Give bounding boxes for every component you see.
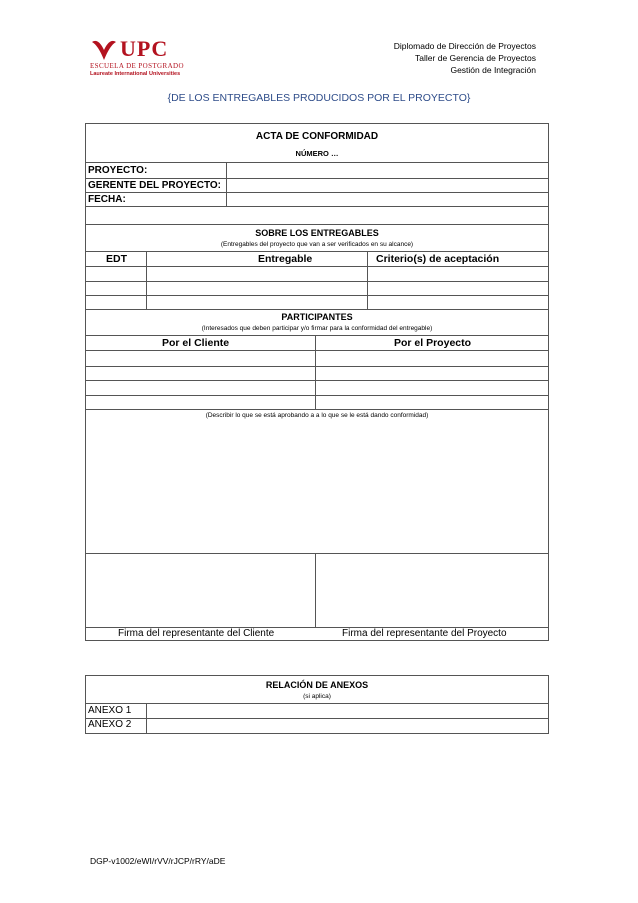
header-line-3: Gestión de Integración [450,65,536,75]
acta-title: ACTA DE CONFORMIDAD [255,131,379,142]
col-edt: EDT [106,253,127,265]
anexo-2: ANEXO 2 [88,719,132,730]
firma-proyecto-label: Firma del representante del Proyecto [342,628,507,639]
anexos-title: RELACIÓN DE ANEXOS [265,680,369,690]
document-header [394,40,536,76]
logo-school: ESCUELA DE POSTGRADO [90,62,184,70]
anexo-2-field[interactable] [147,719,548,733]
firma-cliente-label: Firma del representante del Cliente [118,628,275,639]
acta-form [85,123,549,641]
col-por-proyecto: Por el Proyecto [394,337,472,349]
firma-proyecto-area[interactable] [316,554,548,626]
gerente-field[interactable] [227,179,548,192]
fecha-field[interactable] [227,193,548,206]
footer-code: DGP-v1002/eWI/rVV/rJCP/rRY/aDE [90,856,226,866]
upc-emblem-icon [90,38,118,62]
proyecto-label: PROYECTO: [88,165,148,176]
header-line-1: Diplomado de Dirección de Proyectos [393,41,536,51]
anexo-1-field[interactable] [147,704,548,718]
anexo-1: ANEXO 1 [88,705,132,716]
col-entregable: Entregable [258,253,313,265]
logo-network: Laureate International Universities [90,71,181,77]
proyecto-field[interactable] [227,163,548,178]
participantes-title: PARTICIPANTES [281,312,353,322]
col-criterio: Criterio(s) de aceptación [376,253,500,265]
anexos-note: (si aplica) [303,693,331,700]
acta-numero: NÚMERO … [295,149,339,158]
descripcion-area[interactable] [86,424,548,552]
anexos-table [85,675,549,734]
descripcion-note: (Describir lo que se está aprobando a a lo que se le está dando conformidad) [205,412,429,419]
participantes-note: (Interesados que deben participar y/o firmar para la conformidad del entregable) [201,325,433,332]
fecha-label: FECHA: [88,194,126,205]
entregables-note: (Entregables del proyecto que van a ser verificados en su alcance) [220,241,414,248]
col-cliente: Por el Cliente [162,337,230,349]
upc-logo [90,36,190,80]
firma-cliente-area[interactable] [86,554,314,626]
header-line-2: Taller de Gerencia de Proyectos [415,53,536,63]
gerente-label: GERENTE DEL PROYECTO: [88,180,221,191]
entregables-title: SOBRE LOS ENTREGABLES [255,228,379,238]
logo-name: UPC [120,36,169,61]
document-subtitle: {DE LOS ENTREGABLES PRODUCIDOS POR EL PROYECTO} [167,92,471,104]
